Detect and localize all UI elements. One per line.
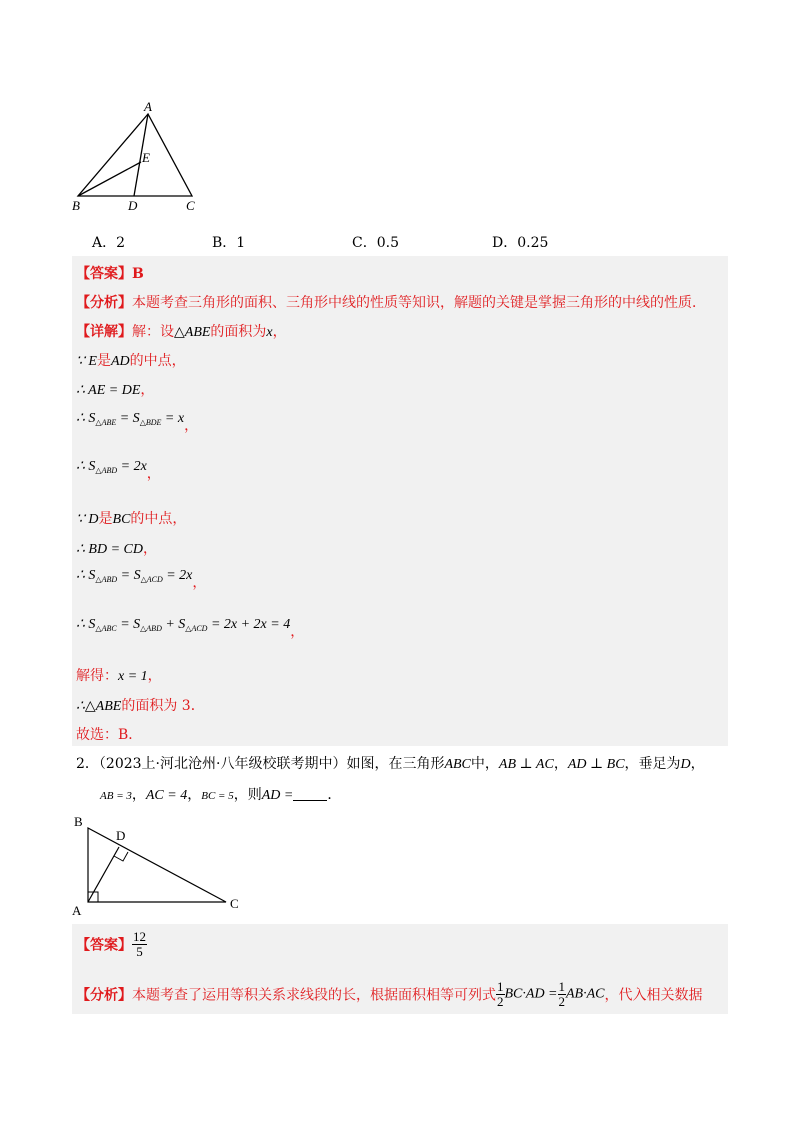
right-triangle-figure [70,812,250,917]
label-a: A [144,100,152,114]
q1-detail: 【详解】解：设△ABE的面积为x， [76,324,287,340]
option-a: A．2 [92,235,126,251]
q1-step-5: ∵ D是BC的中点， [76,511,187,527]
label-d: D [128,198,138,213]
q2-question-line-1: 2．（2023上·河北沧州·八年级校联考期中）如图，在三角形ABC中，AB ⊥ AC，AD ⊥ BC，垂足为D， [76,756,705,772]
q1-step-7: ∴ $S_{\triangle ABD} = S_{\triangle ACD} = 2x$， [76,568,207,591]
label-e: E [142,150,150,165]
q1-analysis: 【分析】本题考查三角形的面积、三角形中线的性质等知识，解题的关键是掌握三角形的中线的性质． [76,295,706,311]
answer-blank [293,786,327,801]
option-c: C．0.5 [352,235,399,251]
segment-be [78,162,141,196]
q1-step-8: ∴ $S_{\triangle ABC} = S_{\triangle ABD} + S_{\triangle ACD} = 2x + 2x = 4$， [76,617,305,640]
label-b-2: B [74,814,83,829]
label-a-2: A [72,903,82,917]
q1-solve: 解得：x = 1， [76,668,162,684]
label-c: C [186,198,195,213]
altitude-ad [88,847,119,902]
label-c-2: C [230,896,239,911]
option-d: D．0.25 [492,235,549,251]
q2-answer: 【答案】 $\frac{12}{5}$ [76,929,146,959]
q1-step-3: ∴ $S_{\triangle ABE} = S_{\triangle BDE} = x$， [76,411,199,434]
label-d-2: D [116,828,126,843]
q1-step-6: ∴ BD = CD， [76,541,157,557]
q1-choose: 故选：B． [76,727,143,743]
label-b: B [72,198,80,213]
answer-fraction: $\frac{12}{5}$ [133,929,146,959]
triangle-abc-outline [78,114,192,196]
triangle-abe-figure [70,100,210,215]
q2-question-line-2: AB = 3，AC = 4，BC = 5，则AD = ． [100,787,342,803]
q1-answer: 【答案】B [76,266,144,282]
q2-analysis: 【分析】本题考查了运用等积关系求线段的长，根据面积相等可列式 $\frac{1}{2}$ BC·AD = $\frac{1}{2}$ AB·AC，代入相关数据 [76,979,703,1009]
q1-step-2: ∴ AE = DE， [76,382,155,398]
q1-step-4: ∴ $S_{\triangle ABD} = 2x$， [76,459,161,482]
q1-step-1: ∵ E是AD的中点， [76,353,186,369]
q1-conclusion: ∴△ABE的面积为 3． [76,698,205,714]
option-b: B．1 [212,235,246,251]
